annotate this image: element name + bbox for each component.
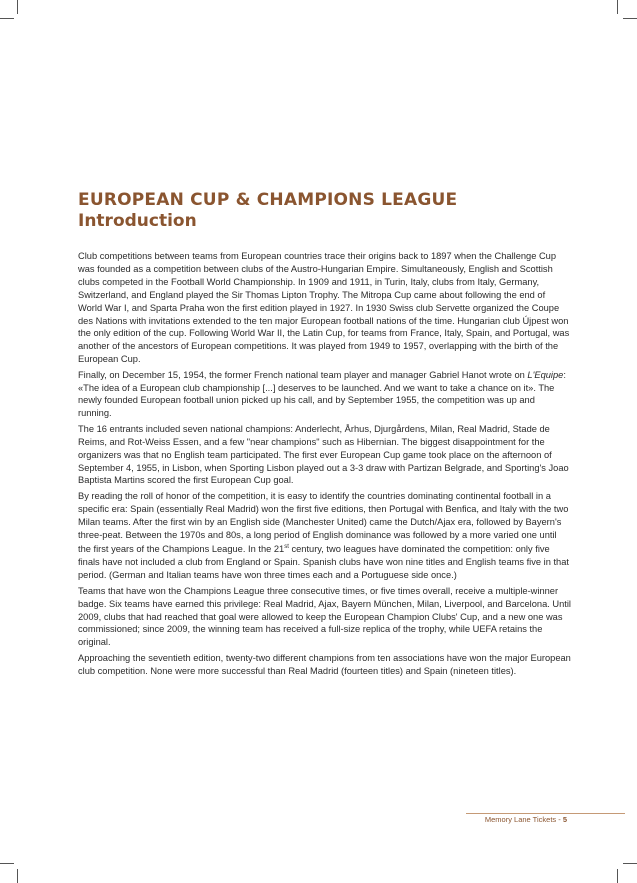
page-footer bbox=[485, 815, 567, 824]
newspaper-title: L'Equipe bbox=[527, 369, 564, 380]
paragraph-champions: Approaching the seventieth edition, twenty-two different champions from ten associations have won the major European club competition. None were more successful than Real Madrid (fourteen titles) and Spain (nineteen titles). bbox=[78, 652, 571, 676]
paragraph-hanot bbox=[78, 369, 571, 421]
crop-mark bbox=[623, 863, 637, 864]
crop-mark bbox=[17, 0, 18, 14]
crop-mark bbox=[623, 18, 637, 19]
paragraph-roll-of-honor bbox=[78, 490, 571, 582]
footer-label: Memory Lane Tickets - bbox=[484, 815, 563, 824]
paragraph-entrants: The 16 entrants included seven national champions: Anderlecht, Århus, Djurgårdens, Milan, Real Madrid, Stade de Reims, and Rot-Weiss Essen, and a few "near champions" such as Hibernian. The biggest disappointment for the organizers was that no English team participated. The first ever European Cup game took place on the afternoon of September 4, 1955, in Lisbon, when Sporting Lisbon played out a 3-3 draw with Partizan Belgrade, and Sporting's Joao Baptista Martins scored the first European Cup goal. bbox=[78, 423, 569, 486]
crop-mark bbox=[0, 863, 14, 864]
text-span: Finally, on December 15, 1954, the former French national team player and manager Gabriel Hanot wrote on bbox=[78, 369, 528, 380]
crop-mark bbox=[617, 0, 618, 14]
superscript: st bbox=[284, 544, 289, 551]
text-span: century, two leagues have dominated the competition: only five finals have not included a club from England or Spain. Spanish clubs have won nine titles and English teams five in that period. (German and Italian teams have won three times each and a Portuguese side once.) bbox=[78, 544, 569, 581]
article bbox=[78, 190, 571, 680]
page-title: EUROPEAN CUP & CHAMPIONS LEAGUE bbox=[78, 190, 458, 210]
crop-mark bbox=[0, 18, 14, 19]
paragraph-origins: Club competitions between teams from European countries trace their origins back to 1897 when the Challenge Cup was founded as a competition between clubs of the Austro-Hungarian Empire. Simultaneously, English and Scottish clubs competed in the Football World Championship. In 1909 and 1911, in Turin, Italy, clubs from Italy, Germany, Switzerland, and England played the Sir Thomas Lipton Trophy. The Mitropa Cup came about following the end of World War I, and Sparta Praha won the first edition played in 1927. In 1930 Swiss club Servette organized the Coupe des Nations with invitations extended to the ten major European football nations of the time. Hungarian club Újpest won the only edition of the cup. Following World War II, the Latin Cup, for teams from France, Italy, Spain, and Portugal, was another of the ancestors of European competitions. It was played from 1949 to 1957, overlapping with the birth of the European Cup. bbox=[78, 251, 570, 365]
text-span: By reading the roll of honor of the competition, it is easy to identify the countries dominating continental football in a specific era: Spain (essentially Real Madrid) won the first five editions, then Portugal with Benfica, and Italy with the two Milan teams. After the first win by an English side (Manchester United) came the Dutch/Ajax era, followed by Bayern's three-peat. Between the 1970s and 80s, a long period of English dominance was followed by a more varied one until the first years of the Champions League. In the 21 bbox=[78, 490, 569, 555]
crop-mark bbox=[17, 869, 18, 883]
crop-mark bbox=[617, 869, 618, 883]
paragraph-badge: Teams that have won the Champions League three consecutive times, or five times overall, receive a multiple-winner badge. Six teams have earned this privilege: Real Madrid, Ajax, Bayern München, Milan, Liverpool, and Barcelona. Until 2009, clubs that had reached that goal were allowed to keep the European Champion Clubs' Cup, and a new one was commissioned; since 2009, the winning team has received a full-size replica of the trophy, while UEFA retains the original. bbox=[78, 585, 572, 648]
text-span: : «The idea of a European club championship [...] deserves to be launched. And we want to take a chance on it». The newly founded European football union picked up his call, and by September 1955, the competition was up and running. bbox=[78, 369, 566, 419]
page-subtitle: Introduction bbox=[78, 211, 197, 231]
page-number: 5 bbox=[562, 815, 567, 824]
footer-divider bbox=[466, 813, 625, 814]
